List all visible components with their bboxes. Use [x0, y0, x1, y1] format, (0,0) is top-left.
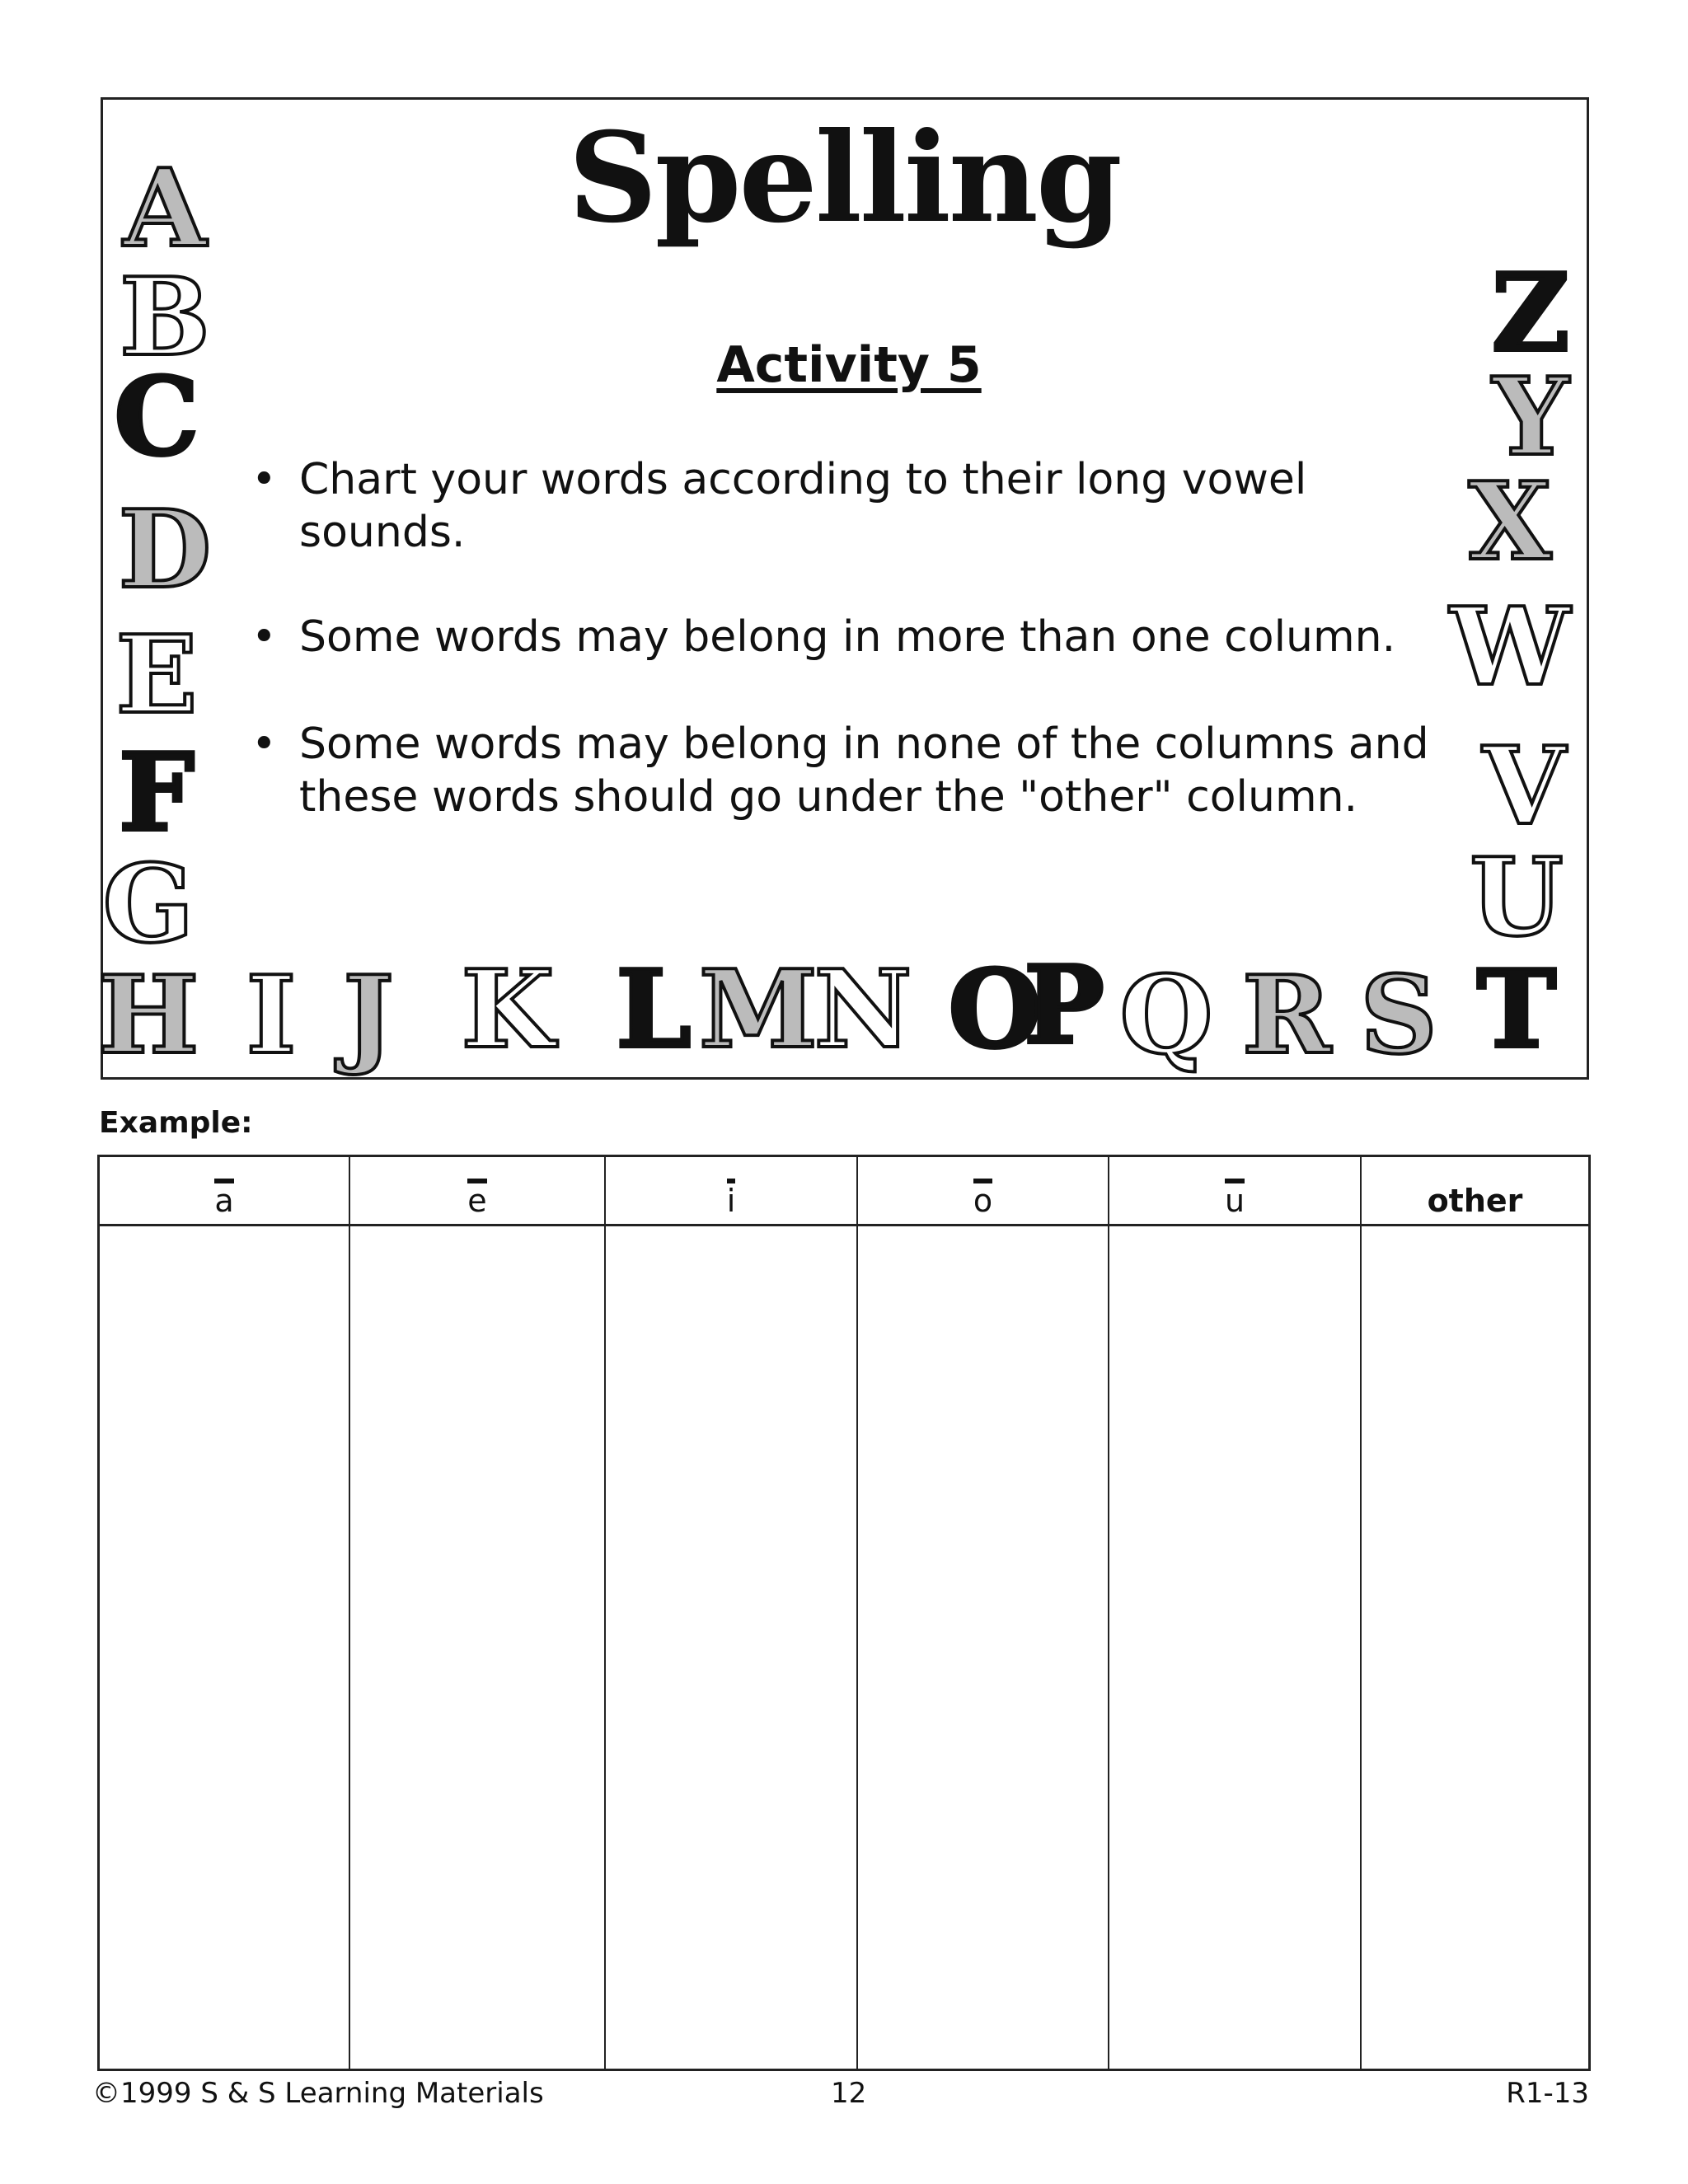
instruction-item: • Some words may belong in more than one column. — [251, 612, 1396, 662]
border-letter-h: H — [97, 952, 199, 1078]
border-letter-w: W — [1450, 583, 1570, 710]
answer-cell-o[interactable] — [857, 1226, 1109, 2070]
header-row — [99, 1156, 1590, 1226]
border-letter-x: X — [1468, 458, 1552, 584]
border-letter-v: V — [1482, 723, 1566, 849]
border-letter-m: M — [699, 946, 818, 1072]
column-header-i: i — [605, 1156, 857, 1226]
border-letter-b: B — [120, 254, 210, 380]
border-letter-q: Q — [1119, 952, 1213, 1078]
bullet-icon: • — [251, 719, 277, 769]
border-letter-r: R — [1241, 952, 1332, 1078]
column-header-a: a — [99, 1156, 350, 1226]
activity-heading: Activity 5 — [716, 336, 982, 394]
instruction-item: • Chart your words according to their long vowel sounds. — [251, 455, 1307, 557]
vowel-chart — [97, 1155, 1591, 2071]
answer-cell-other[interactable] — [1361, 1226, 1590, 2070]
border-letter-u: U — [1470, 834, 1564, 960]
border-letter-z: Z — [1491, 250, 1570, 376]
example-label: Example: — [99, 1106, 253, 1140]
border-letter-n: N — [814, 946, 912, 1072]
border-letter-l: L — [616, 946, 692, 1072]
border-letter-p: P — [1024, 942, 1104, 1068]
column-header-u: u — [1109, 1156, 1361, 1226]
border-letter-f: F — [118, 729, 195, 855]
page-title: Spelling — [568, 105, 1120, 251]
copyright: ©1999 S & S Learning Materials — [92, 2077, 544, 2110]
bullet-icon: • — [251, 612, 277, 662]
answer-row — [99, 1226, 1590, 2070]
column-header-other: other — [1361, 1156, 1590, 1226]
answer-cell-a[interactable] — [99, 1226, 350, 2070]
column-header-o: o — [857, 1156, 1109, 1226]
border-letter-k: K — [461, 946, 555, 1072]
border-letter-g: G — [102, 841, 195, 967]
page-number: 12 — [831, 2077, 867, 2110]
answer-cell-e[interactable] — [349, 1226, 605, 2070]
border-letter-o: O — [948, 946, 1042, 1072]
border-letter-j: J — [343, 952, 394, 1078]
answer-cell-i[interactable] — [605, 1226, 857, 2070]
instruction-item: • Some words may belong in none of the columns and these words should go under the "other" column. — [251, 719, 1429, 822]
column-header-e: e — [349, 1156, 605, 1226]
answer-cell-u[interactable] — [1109, 1226, 1361, 2070]
document-code: R1-13 — [1506, 2077, 1589, 2110]
border-letter-d: D — [118, 486, 212, 612]
border-letter-c: C — [114, 354, 199, 480]
border-letter-a: A — [123, 145, 207, 271]
bullet-icon: • — [251, 455, 277, 504]
border-letter-i: I — [246, 952, 297, 1078]
border-letter-t: T — [1476, 946, 1557, 1072]
border-letter-e: E — [115, 612, 198, 738]
border-letter-y: Y — [1492, 354, 1569, 480]
border-letter-s: S — [1360, 952, 1437, 1078]
